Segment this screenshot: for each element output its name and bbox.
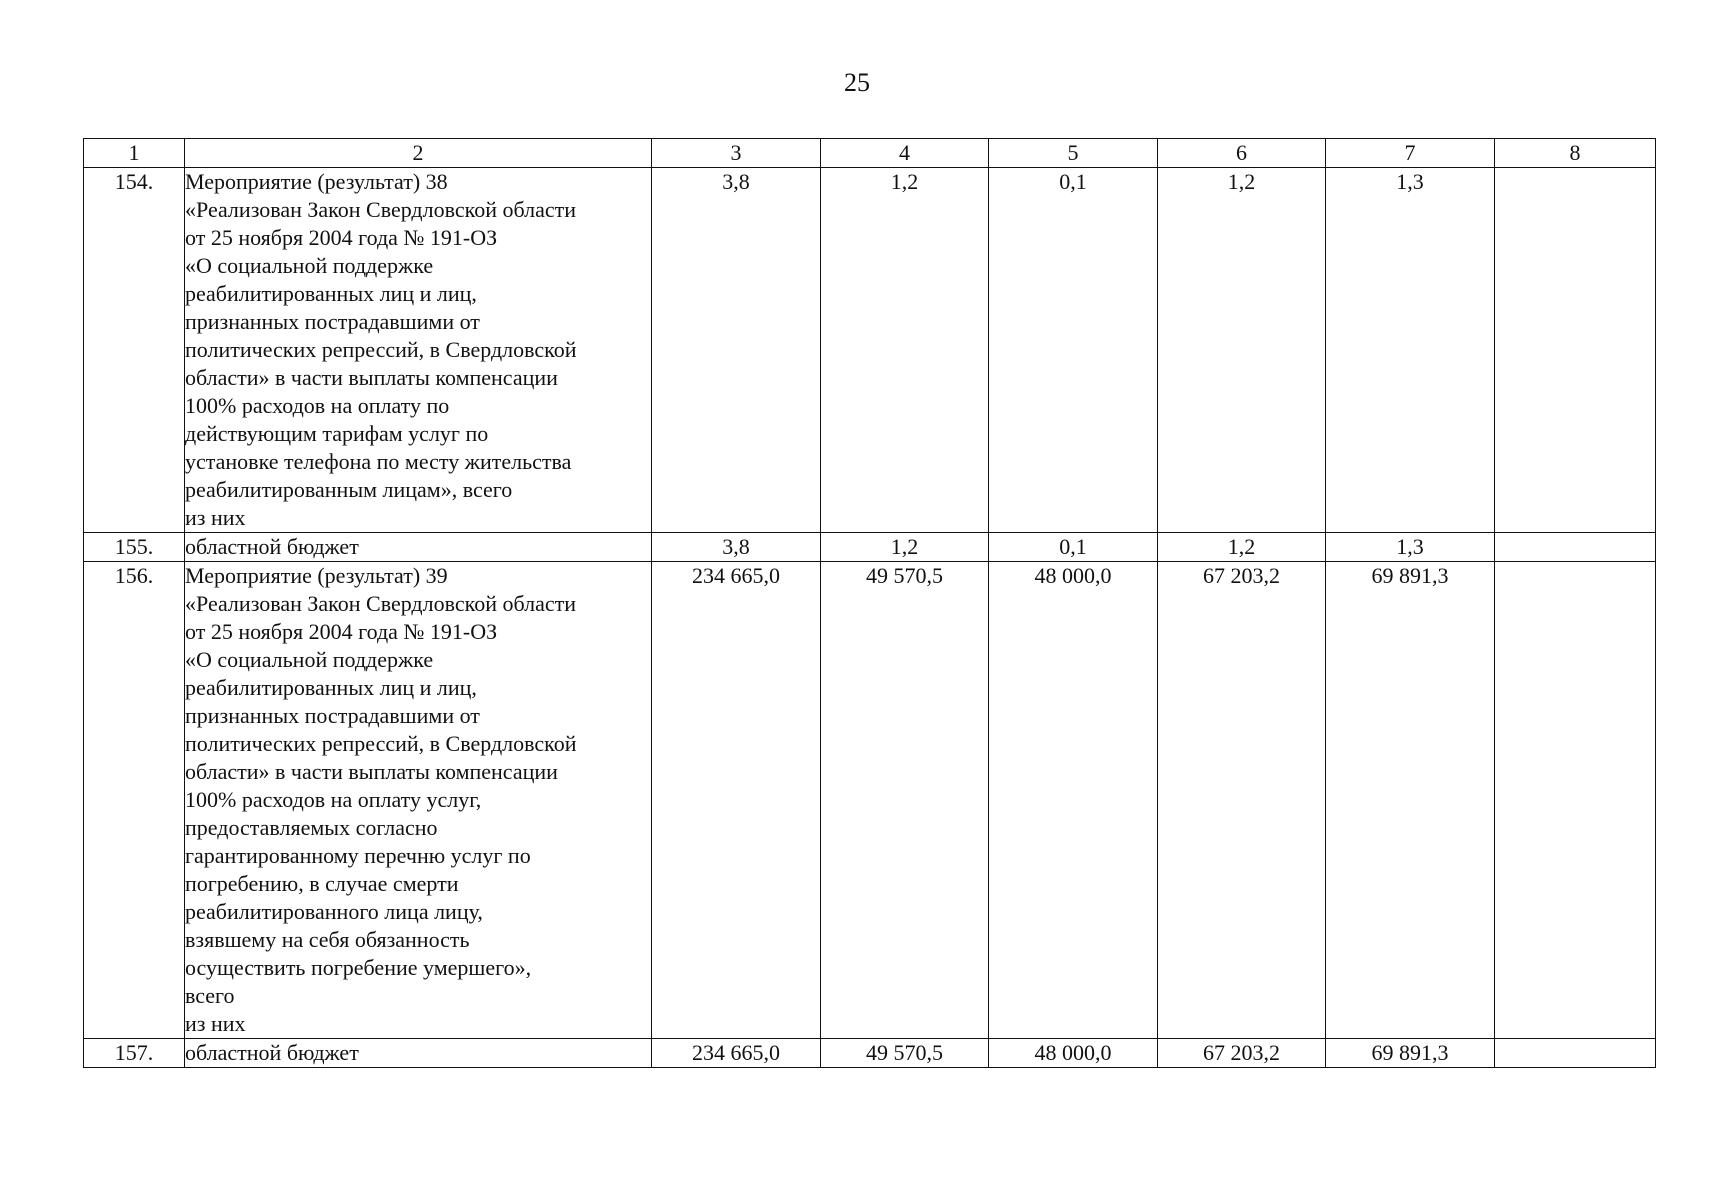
description-line: всего <box>185 983 235 1008</box>
budget-table <box>83 138 1656 1068</box>
description-line: Мероприятие (результат) 39 <box>185 563 448 588</box>
column-header: 2 <box>185 139 652 168</box>
value-cell: 69 891,3 <box>1326 562 1495 1039</box>
value-cell <box>1495 533 1656 562</box>
description-line: признанных пострадавшими от <box>185 703 480 728</box>
value-cell: 1,2 <box>1158 533 1326 562</box>
description-line: политических репрессий, в Свердловской <box>185 731 577 756</box>
value-cell: 48 000,0 <box>989 1039 1158 1068</box>
row-number: 155. <box>84 533 185 562</box>
description-line: осуществить погребение умершего», <box>185 955 532 980</box>
description-line: установке телефона по месту жительства <box>185 449 572 474</box>
description-line: реабилитированного лица лицу, <box>185 899 483 924</box>
value-cell: 1,3 <box>1326 168 1495 533</box>
column-header: 6 <box>1158 139 1326 168</box>
table-row <box>84 562 1656 1039</box>
description-line: области» в части выплаты компенсации <box>185 365 558 390</box>
row-number: 154. <box>84 168 185 533</box>
value-cell <box>1495 1039 1656 1068</box>
description-line: из них <box>185 1011 246 1036</box>
description-line: признанных пострадавшими от <box>185 309 480 334</box>
value-cell: 3,8 <box>652 168 821 533</box>
value-cell: 1,2 <box>821 533 989 562</box>
column-header: 8 <box>1495 139 1656 168</box>
page-number: 25 <box>844 68 870 97</box>
description-line: политических репрессий, в Свердловской <box>185 337 577 362</box>
value-cell <box>1495 168 1656 533</box>
value-cell: 0,1 <box>989 168 1158 533</box>
value-cell: 3,8 <box>652 533 821 562</box>
value-cell: 0,1 <box>989 533 1158 562</box>
value-cell: 49 570,5 <box>821 562 989 1039</box>
row-description <box>185 1039 652 1068</box>
value-cell: 234 665,0 <box>652 562 821 1039</box>
description-line: областной бюджет <box>185 1040 359 1065</box>
description-line: Мероприятие (результат) 38 <box>185 169 448 194</box>
description-line: предоставляемых согласно <box>185 815 438 840</box>
row-description <box>185 533 652 562</box>
description-line: гарантированному перечню услуг по <box>185 843 531 868</box>
description-line: «Реализован Закон Свердловской области <box>185 591 577 616</box>
column-header: 3 <box>652 139 821 168</box>
value-cell: 234 665,0 <box>652 1039 821 1068</box>
value-cell: 48 000,0 <box>989 562 1158 1039</box>
description-line: от 25 ноября 2004 года № 191-ОЗ <box>185 619 498 644</box>
description-line: реабилитированным лицам», всего <box>185 477 513 502</box>
description-line: областной бюджет <box>185 534 359 559</box>
description-line: действующим тарифам услуг по <box>185 421 489 446</box>
description-line: погребению, в случае смерти <box>185 871 459 896</box>
description-line: от 25 ноября 2004 года № 191-ОЗ <box>185 225 498 250</box>
description-line: «О социальной поддержке <box>185 647 434 672</box>
column-header: 5 <box>989 139 1158 168</box>
description-line: области» в части выплаты компенсации <box>185 759 558 784</box>
value-cell: 69 891,3 <box>1326 1039 1495 1068</box>
table-row <box>84 1039 1656 1068</box>
value-cell <box>1495 562 1656 1039</box>
description-line: взявшему на себя обязанность <box>185 927 470 952</box>
description-line: 100% расходов на оплату услуг, <box>185 787 482 812</box>
description-line: 100% расходов на оплату по <box>185 393 450 418</box>
description-line: из них <box>185 505 246 530</box>
row-number: 156. <box>84 562 185 1039</box>
column-header: 7 <box>1326 139 1495 168</box>
column-header: 1 <box>84 139 185 168</box>
value-cell: 1,2 <box>821 168 989 533</box>
description-line: реабилитированных лиц и лиц, <box>185 675 477 700</box>
row-number: 157. <box>84 1039 185 1068</box>
table-row <box>84 533 1656 562</box>
value-cell: 1,3 <box>1326 533 1495 562</box>
description-line: «О социальной поддержке <box>185 253 434 278</box>
description-line: реабилитированных лиц и лиц, <box>185 281 477 306</box>
description-line: «Реализован Закон Свердловской области <box>185 197 577 222</box>
column-header: 4 <box>821 139 989 168</box>
table-row <box>84 168 1656 533</box>
value-cell: 67 203,2 <box>1158 562 1326 1039</box>
table-header-row <box>84 139 1656 168</box>
value-cell: 67 203,2 <box>1158 1039 1326 1068</box>
value-cell: 49 570,5 <box>821 1039 989 1068</box>
row-description <box>185 168 652 533</box>
row-description <box>185 562 652 1039</box>
value-cell: 1,2 <box>1158 168 1326 533</box>
